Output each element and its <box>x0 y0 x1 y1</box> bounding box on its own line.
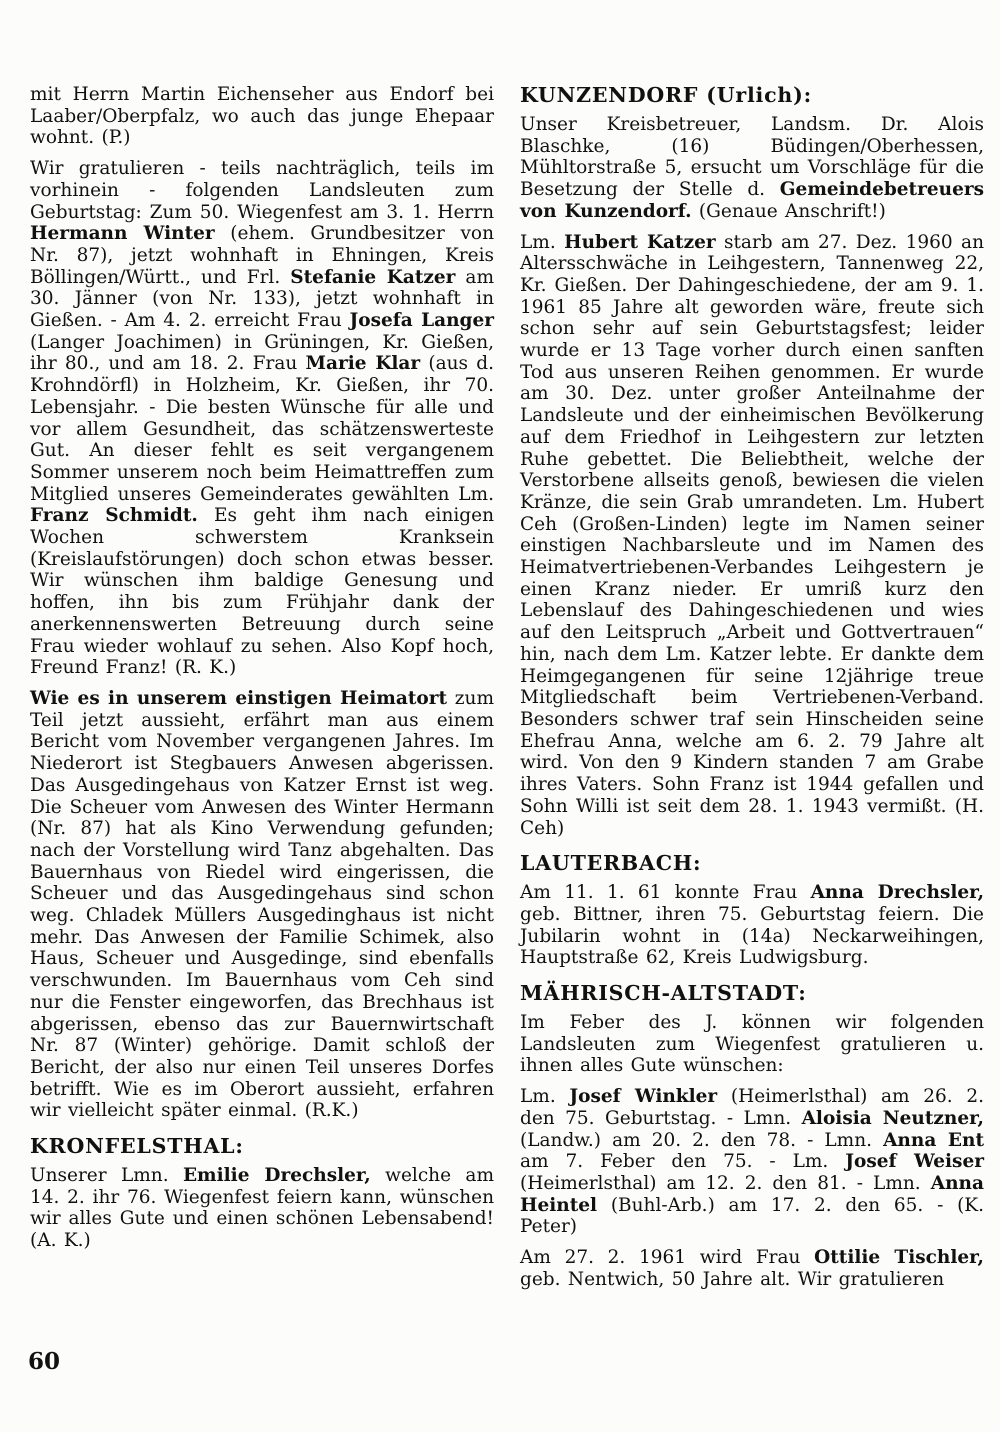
section-heading <box>520 852 984 875</box>
paragraph <box>30 1165 494 1252</box>
text-run: (aus d. Krohndörfl) in Holzheim, Kr. Gießen, ihr 70. Lebensjahr. - Die besten Wünsche für alle und vor allem Gesundheit, das schätzenswerteste Gut. An dieser fehlt es seit vergangenem Sommer unserem noch beim Heimattreffen zum Mitglied unseres Gemeinderates gewählten Lm. <box>30 353 494 505</box>
bold-text-run: Ottilie Tischler, <box>814 1247 984 1269</box>
text-run: (Genaue Anschrift!) <box>691 200 886 222</box>
bold-text-run: Anna Drechsler, <box>810 882 985 904</box>
section-heading <box>520 84 984 107</box>
text-run: mit Herrn Martin Eichenseher aus Endorf bei Laaber/Oberpfalz, wo auch das junge Ehepaar wohnt. (P.) <box>30 84 494 149</box>
text-run: (Heimerlsthal) am 12. 2. den 81. - Lmn. <box>520 1172 931 1194</box>
bold-text-run: Anna Heintel <box>520 1172 984 1216</box>
bold-text-run: Stefanie Katzer <box>290 266 456 288</box>
paragraph <box>520 114 984 223</box>
text-run: (Landw.) am 20. 2. den 78. - Lmn. <box>520 1129 884 1151</box>
text-run: am 7. Feber den 75. - Lm. <box>520 1151 846 1173</box>
text-run: KUNZENDORF (Urlich): <box>520 83 812 107</box>
text-run: LAUTERBACH: <box>520 851 702 876</box>
paragraph <box>520 882 984 969</box>
paragraph <box>520 232 984 840</box>
paragraph <box>520 1012 984 1077</box>
bold-text-run: Marie Klar <box>305 353 421 375</box>
text-run: geb. Bittner, ihren 75. Geburtstag feiern. Die Jubilarin wohnt in (14a) Neckarweihingen, Hauptstraße 62, Kreis Ludwigsburg. <box>520 903 984 969</box>
text-run: Lm. <box>520 231 565 253</box>
page-number: 60 <box>28 1348 61 1375</box>
section-heading <box>520 982 984 1005</box>
bold-text-run: Josefa Langer <box>349 310 494 332</box>
right-column <box>520 84 984 1299</box>
text-run: (Langer Joachimen) in Grüningen, Kr. Gießen, ihr 80., und am 18. 2. Frau <box>30 331 494 375</box>
text-run: Unser Kreisbetreuer, Landsm. Dr. Alois Blaschke, (16) Büdingen/Oberhessen, Mühltorstraße 5, ersucht um Vorschläge für die Besetzung der Stelle d. <box>520 114 984 201</box>
text-run: MÄHRISCH-ALTSTADT: <box>520 981 807 1006</box>
paragraph <box>520 1247 984 1290</box>
paragraph <box>30 158 494 679</box>
text-run: Unserer Lmn. <box>30 1165 183 1187</box>
paragraph <box>30 688 494 1122</box>
text-run: KRONFELSTHAL: <box>30 1134 244 1159</box>
bold-text-run: Gemeindebetreuers von Kunzendorf. <box>520 179 984 222</box>
text-run: geb. Nentwich, 50 Jahre alt. Wir gratulieren <box>520 1268 945 1290</box>
text-run: (ehem. Grundbesitzer von Nr. 87), jetzt wohnhaft in Ehningen, Kreis Böllingen/Württ., und Frl. <box>30 223 494 288</box>
text-run: Am 27. 2. 1961 wird Frau <box>520 1247 815 1269</box>
bold-text-run: Wie es in unserem einstigen Heimatort <box>30 687 448 709</box>
text-run: Lm. <box>520 1086 570 1108</box>
bold-text-run: Aloisia Neutzner, <box>801 1107 984 1129</box>
bold-text-run: Anna Ent <box>883 1129 985 1151</box>
section-heading <box>30 1135 494 1158</box>
text-run: Es geht ihm nach einigen Wochen schwerstem Kranksein (Kreislaufstörungen) doch schon etwas besser. Wir wünschen ihm baldige Genesung und hoffen, ihn bis zum Frühjahr dank der anerkennenswerten Betreuung durch seine Frau wieder wohlauf zu sehen. Also Kopf hoch, Freund Franz! (R. K.) <box>30 505 494 679</box>
bold-text-run: Josef Winkler <box>569 1086 718 1108</box>
text-run: (Heimerlsthal) am 26. 2. den 75. Geburtstag. - Lmn. <box>520 1086 984 1129</box>
bold-text-run: Franz Schmidt. <box>30 505 198 527</box>
paragraph <box>520 1086 984 1238</box>
text-run: Im Feber des J. können wir folgenden Landsleuten zum Wiegenfest gratulieren u. ihnen alles Gute wünschen: <box>520 1012 984 1077</box>
text-run: welche am 14. 2. ihr 76. Wiegenfest feiern kann, wünschen wir alles Gute und einen schönen Lebensabend! (A. K.) <box>30 1165 494 1252</box>
text-run: starb am 27. Dez. 1960 an Altersschwäche in Leihgestern, Tannenweg 22, Kr. Gießen. Der Dahingeschiedene, der am 9. 1. 1961 85 Jahre alt geworden wäre, freute sich schon sehr auf sein Geburtstagsfest; leider wurde er 13 Tage vorher durch einen sanften Tod aus unseren Reihen genommen. Er wurde am 30. Dez. unter großer Anteilnahme der Landsleute und der einheimischen Bevölkerung auf dem Friedhof in Leihgestern zur letzten Ruhe gebettet. Die Beliebtheit, welche der Verstorbene allseits genoß, bewiesen die vielen Kränze, die sein Grab umrandeten. Lm. Hubert Ceh (Großen-Linden) legte im Namen seiner einstigen Nachbarsleute und im Namen des Heimatvertriebenen-Verbandes Leihgestern je einen Kranz nieder. Er umriß kurz den Lebenslauf des Dahingeschiedenen und wies auf den Leitspruch „Arbeit und Gottvertrauen“ hin, nach dem Lm. Katzer lebte. Er dankte dem Heimgegangenen für seine 12jährige treue Mitgliedschaft beim Vertriebenen-Verband. Besonders schwer traf sein Hinscheiden seine Ehefrau Anna, welche am 6. 2. 79 Jahre alt wird. Von den 9 Kindern standen 7 am Grabe ihres Vaters. Sohn Franz ist 1944 gefallen und Sohn Willi ist seit dem 28. 1. 1943 vermißt. (H. Ceh) <box>520 231 984 839</box>
text-run: Am 11. 1. 61 konnte Frau <box>520 882 811 904</box>
text-run: zum Teil jetzt aussieht, erfährt man aus einem Bericht vom November vergangenen Jahres. Im Niederort ist Stegbauers Anwesen abgerissen. Das Ausgedingehaus von Katzer Ernst ist weg. Die Scheuer vom Anwesen des Winter Hermann (Nr. 87) hat als Kino Verwendung gefunden; nach der Vorstellung wird Tanz abgehalten. Das Bauernhaus von Riedel wird eingerissen, die Scheuer und das Ausgedingehaus sind schon weg. Chladek Müllers Ausgedinghaus ist nicht mehr. Das Anwesen der Familie Schimek, also Haus, Scheuer und Ausgedinge, sind ebenfalls verschwunden. Im Bauernhaus vom Ceh sind nur die Fenster eingeworfen, das Brechhaus ist abgerissen, ebenso das zur Bauernwirtschaft Nr. 87 (Winter) gehörige. Damit schloß der Bericht, der also nur einen Teil unseres Dorfes betrifft. Wie es im Oberort aussieht, erfahren wir vielleicht später einmal. (R.K.) <box>30 687 494 1122</box>
left-column <box>30 84 494 1299</box>
text-run: Wir gratulieren - teils nachträglich, teils im vorhinein - folgenden Landsleuten zum Geburtstag: Zum 50. Wiegenfest am 3. 1. Herrn <box>30 158 494 223</box>
paragraph <box>30 84 494 149</box>
bold-text-run: Emilie Drechsler, <box>182 1165 371 1187</box>
bold-text-run: Josef Weiser <box>845 1151 984 1173</box>
bold-text-run: Hubert Katzer <box>564 231 716 253</box>
text-run: am 30. Jänner (von Nr. 133), jetzt wohnhaft in Gießen. - Am 4. 2. erreicht Frau <box>30 266 495 332</box>
text-run: (Buhl-Arb.) am 17. 2. den 65. - (K. Peter) <box>520 1194 984 1238</box>
text-columns <box>30 84 984 1299</box>
bold-text-run: Hermann Winter <box>30 223 215 245</box>
